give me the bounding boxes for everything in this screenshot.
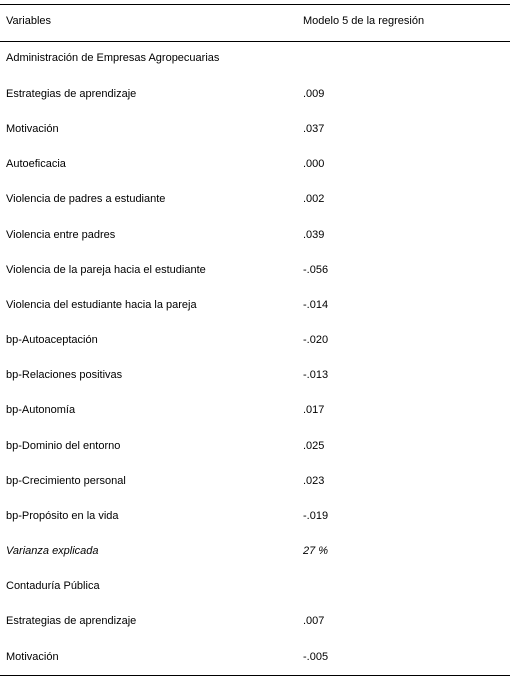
row-label: bp-Relaciones positivas [6, 369, 123, 381]
row-label: Violencia de la pareja hacia el estudiante [6, 264, 206, 276]
table-row [0, 189, 510, 209]
row-value: .000 [303, 158, 325, 170]
row-label: bp-Dominio del entorno [6, 440, 121, 452]
row-label: Estrategias de aprendizaje [6, 88, 137, 100]
table-row [0, 436, 510, 456]
table-row [0, 295, 510, 315]
row-label: Varianza explicada [6, 545, 99, 557]
row-label: Violencia del estudiante hacia la pareja [6, 299, 197, 311]
table-row [0, 119, 510, 139]
row-label: Motivación [6, 123, 59, 135]
row-label: bp-Autonomía [6, 404, 76, 416]
table-header-rule [0, 41, 510, 42]
row-label: bp-Propósito en la vida [6, 510, 119, 522]
variance-row [0, 541, 510, 561]
row-label: bp-Autoaceptación [6, 334, 98, 346]
row-value: .037 [303, 123, 325, 135]
row-value: -.005 [303, 651, 329, 663]
row-value: .039 [303, 229, 325, 241]
table-row [0, 611, 510, 631]
row-label: Autoeficacia [6, 158, 66, 170]
section-row [0, 48, 510, 68]
row-value: .017 [303, 404, 325, 416]
table-row [0, 154, 510, 174]
row-value: -.056 [303, 264, 329, 276]
row-label: Violencia entre padres [6, 229, 116, 241]
table-top-rule [0, 4, 510, 5]
table-header-row [0, 11, 510, 31]
row-value: .025 [303, 440, 325, 452]
table-row [0, 647, 510, 667]
table-row [0, 400, 510, 420]
section-row [0, 576, 510, 596]
table-row [0, 260, 510, 280]
section-label: Administración de Empresas Agropecuarias [6, 52, 220, 64]
row-value: -.019 [303, 510, 329, 522]
header-model: Modelo 5 de la regresión [303, 15, 425, 27]
row-value: -.020 [303, 334, 329, 346]
table-row [0, 330, 510, 350]
row-value: 27 % [303, 545, 329, 557]
table-row [0, 365, 510, 385]
row-value: .002 [303, 193, 325, 205]
section-label: Contaduría Pública [6, 580, 100, 592]
table-row [0, 506, 510, 526]
row-value: .007 [303, 615, 325, 627]
row-label: Motivación [6, 651, 59, 663]
table-bottom-rule [0, 675, 510, 676]
row-value: -.014 [303, 299, 329, 311]
row-label: bp-Crecimiento personal [6, 475, 126, 487]
header-variables: Variables [6, 15, 52, 27]
table-row [0, 84, 510, 104]
row-label: Estrategias de aprendizaje [6, 615, 137, 627]
row-value: -.013 [303, 369, 329, 381]
row-value: .009 [303, 88, 325, 100]
row-value: .023 [303, 475, 325, 487]
row-label: Violencia de padres a estudiante [6, 193, 166, 205]
table-row [0, 225, 510, 245]
table-row [0, 471, 510, 491]
